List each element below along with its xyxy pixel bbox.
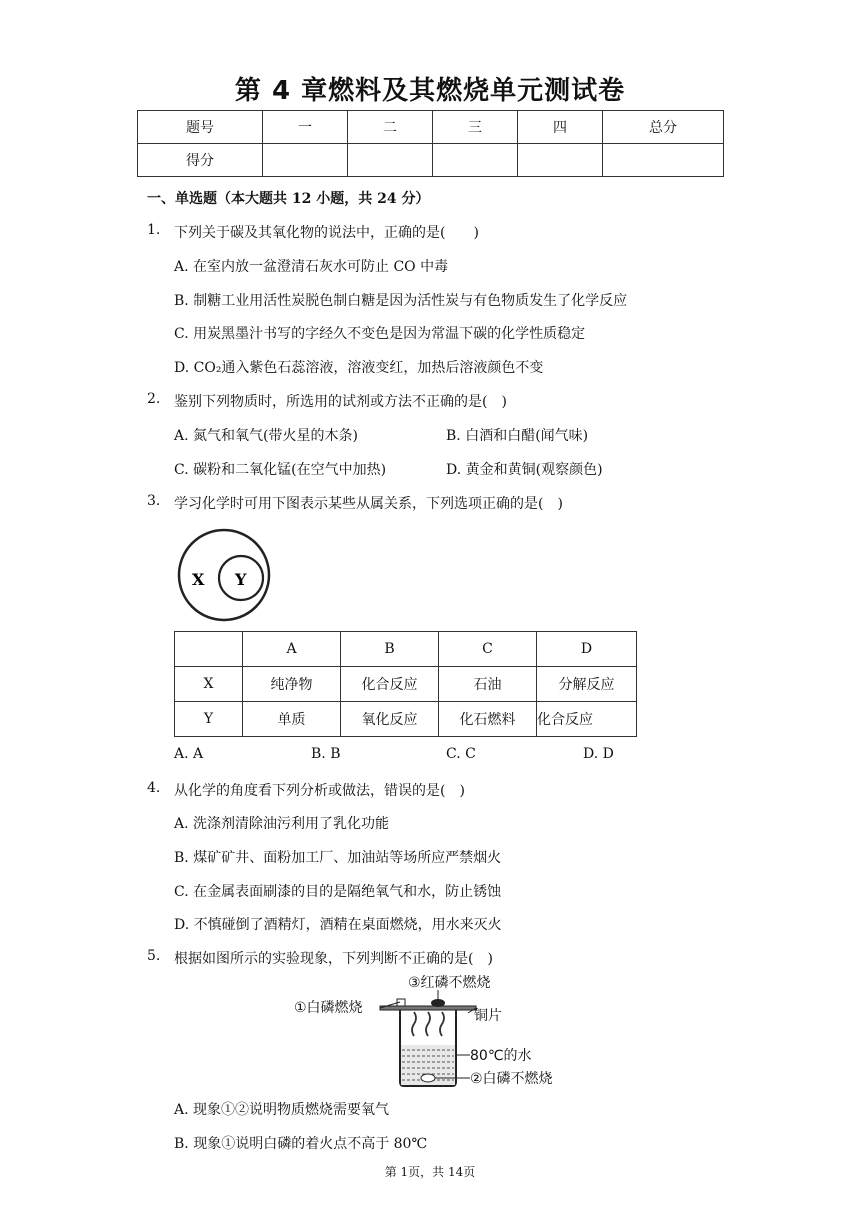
question-text: 学习化学时可用下图表示某些从属关系，下列选项正确的是( ) (174, 496, 563, 512)
option-b: B. 白酒和白醋(闻气味) (446, 428, 589, 444)
question-number: 4. (147, 780, 161, 796)
relation-cell: 化石燃料 (439, 702, 537, 737)
red-phosphorus (431, 999, 445, 1007)
option-b: B. 现象①说明白磷的着火点不高于 80℃ (174, 1136, 428, 1152)
label-red-phosphorus: ③红磷不燃烧 (408, 975, 491, 991)
question-number: 5. (147, 948, 161, 964)
relation-cell: 分解反应 (537, 667, 637, 702)
score-cell[interactable] (518, 144, 603, 177)
option-a: A. 洗涤剂清除油污利用了乳化功能 (174, 816, 390, 832)
relation-cell: X (175, 667, 243, 702)
score-table-header-row (138, 111, 724, 144)
page-footer: 第 1页，共 14页 (384, 1165, 476, 1179)
score-cell[interactable] (348, 144, 433, 177)
option-c: C. 用炭黑墨汁书写的字经久不变色是因为常温下碳的化学性质稳定 (174, 326, 586, 342)
option-a: A. 氮气和氧气(带火星的木条) (174, 428, 358, 444)
relation-cell: 单质 (243, 702, 341, 737)
score-cell[interactable] (263, 144, 348, 177)
score-header-cell: 三 (433, 111, 518, 144)
relation-header-cell: D (537, 632, 637, 667)
relation-header-cell: A (243, 632, 341, 667)
copper-sheet (380, 1006, 476, 1010)
score-header-cell: 四 (518, 111, 603, 144)
option-c: C. C (446, 746, 476, 762)
score-header-cell: 总分 (603, 111, 724, 144)
question-text: 从化学的角度看下列分析或做法，错误的是( ) (174, 783, 465, 799)
question-number: 1. (147, 222, 161, 238)
relation-cell: 纯净物 (243, 667, 341, 702)
option-a: A. 现象①②说明物质燃烧需要氧气 (174, 1102, 390, 1118)
label-copper-sheet: 铜片 (474, 1008, 502, 1024)
option-d: D. D (583, 746, 614, 762)
label-x: X (192, 570, 205, 589)
relation-header-cell: C (439, 632, 537, 667)
score-table (137, 110, 724, 177)
option-c: C. 在金属表面刷漆的目的是隔绝氧气和水，防止锈蚀 (174, 884, 502, 900)
combustion-experiment-figure (290, 970, 580, 1092)
option-c: C. 碳粉和二氧化锰(在空气中加热) (174, 462, 387, 478)
score-row-label: 得分 (138, 144, 263, 177)
score-cell[interactable] (433, 144, 518, 177)
option-b: B. B (311, 746, 341, 762)
score-header-cell: 二 (348, 111, 433, 144)
question-text: 根据如图所示的实验现象，下列判断不正确的是( ) (174, 951, 493, 967)
submerged-white-phosphorus (421, 1074, 435, 1082)
label-submerged-phosphorus: ②白磷不燃烧 (470, 1071, 553, 1087)
relation-header-row (175, 632, 637, 667)
option-a: A. A (174, 746, 204, 762)
section-heading: 一、单选题（本大题共 12 小题，共 24 分） (147, 191, 430, 207)
question-text: 鉴别下列物质时，所选用的试剂或方法不正确的是( ) (174, 394, 507, 410)
option-b: B. 制糖工业用活性炭脱色制白糖是因为活性炭与有色物质发生了化学反应 (174, 293, 628, 309)
score-header-cell: 一 (263, 111, 348, 144)
relation-table (174, 631, 637, 737)
relation-cell: 化合反应 (537, 702, 637, 737)
question-text: 下列关于碳及其氧化物的说法中，正确的是( ) (174, 225, 479, 241)
relation-row-y (175, 702, 637, 737)
label-white-phosphorus-burns: ①白磷燃烧 (294, 1000, 363, 1016)
relation-cell: 化合反应 (341, 667, 439, 702)
question-number: 2. (147, 391, 161, 407)
option-d: D. 不慎碰倒了酒精灯，酒精在桌面燃烧，用水来灭火 (174, 917, 502, 933)
option-d: D. 黄金和黄铜(观察颜色) (446, 462, 603, 478)
set-relation-diagram (172, 526, 282, 626)
score-header-cell: 题号 (138, 111, 263, 144)
label-y: Y (235, 570, 247, 589)
page-title: 第 4 章燃料及其燃烧单元测试卷 (234, 76, 626, 106)
relation-cell: 氧化反应 (341, 702, 439, 737)
relation-cell: 石油 (439, 667, 537, 702)
option-a: A. 在室内放一盆澄清石灰水可防止 CO 中毒 (174, 259, 449, 275)
question-number: 3. (147, 493, 161, 509)
relation-cell: Y (175, 702, 243, 737)
relation-row-x (175, 667, 637, 702)
relation-header-cell: B (341, 632, 439, 667)
score-table-score-row (138, 144, 724, 177)
option-d: D. CO₂通入紫色石蕊溶液，溶液变红，加热后溶液颜色不变 (174, 360, 544, 376)
option-b: B. 煤矿矿井、面粉加工厂、加油站等场所应严禁烟火 (174, 850, 502, 866)
relation-header-cell (175, 632, 243, 667)
score-cell[interactable] (603, 144, 724, 177)
label-hot-water: 80℃的水 (470, 1048, 532, 1064)
steam-lines (412, 1012, 444, 1036)
